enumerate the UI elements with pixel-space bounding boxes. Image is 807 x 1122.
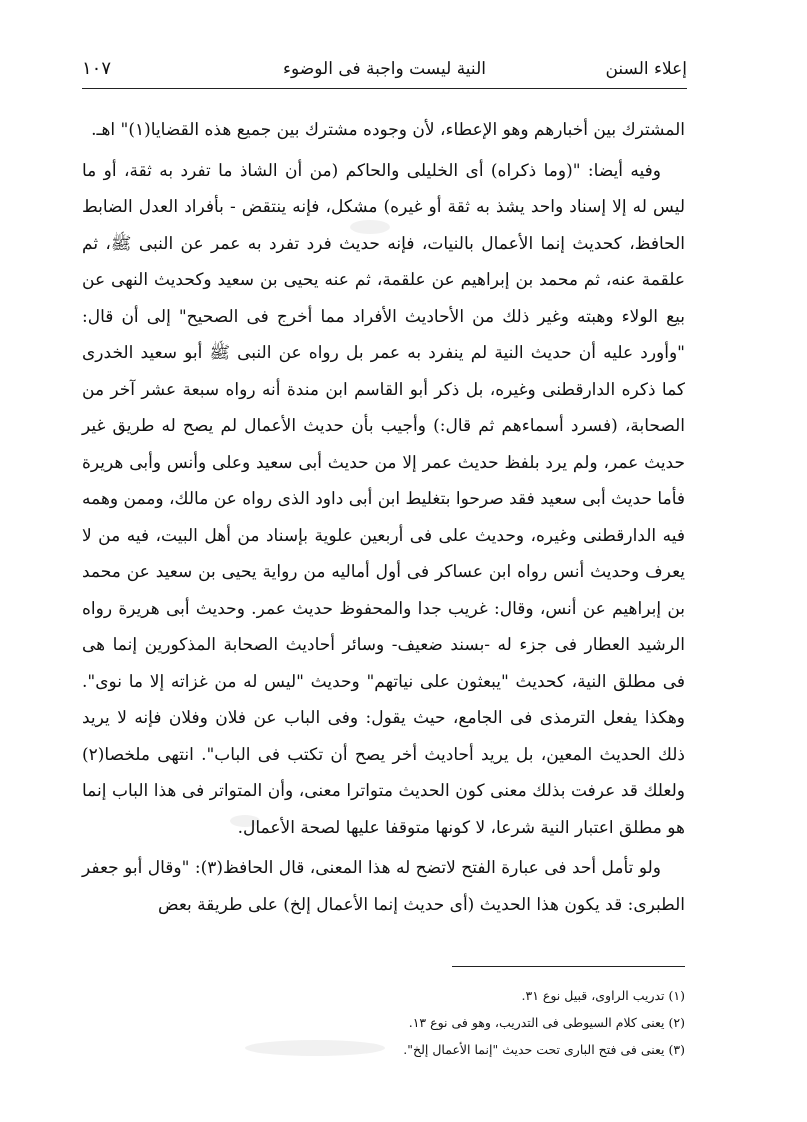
footnote: (١) تدريب الراوى، قبيل نوع ٣١. [521,988,685,1003]
footnote-divider [452,966,685,967]
header-divider [82,88,687,89]
header-chapter-title: النية ليست واجبة فى الوضوء [283,59,486,79]
paragraph: المشترك بين أخبارهم وهو الإعطاء، لأن وجوده مشترك بين جميع هذه القضايا(١)" اهـ. [91,120,685,140]
paragraph: ولو تأمل أحد فى عبارة الفتح لاتضح له هذا المعنى، قال الحافظ(٣): "وقال أبو جعفر الطبرى: قد يكون هذا الحديث (أى حديث إنما الأعمال إلخ) على طريقة بعض [82,858,685,915]
running-header [82,56,687,86]
header-book-title: إعلاء السنن [605,59,687,79]
main-text [82,112,685,923]
paragraph: وفيه أيضا: "(وما ذكراه) أى الخليلى والحاكم (من أن الشاذ ما تفرد به ثقة، أو ما ليس له إلا إسناد واحد يشذ به ثقة أو غيره) مشكل، فإنه ينتقض - بأفراد العدل الضابط الحافظ، كحديث إنما الأعمال بالنيات، فإنه حديث فرد تفرد به عمر عن النبى ﷺ، ثم علقمة عنه، ثم محمد بن إبراهيم عن علقمة، ثم عنه يحيى بن سعيد وكحديث النهى عن بيع الولاء وهبته وغير ذلك من الأحاديث الأفراد مما أخرج فى الصحيح" إلى أن قال: "وأورد عليه أن حديث النية لم ينفرد به عمر بل رواه عن النبى ﷺ أبو سعيد الخدرى كما ذكره الدارقطنى وغيره، بل ذكر أبو القاسم ابن مندة أنه رواه سبعة عشر آخر من الصحابة، (فسرد أسماءهم ثم قال:) وأجيب بأن حديث الأعمال لم يصح له طريق غير حديث عمر، ولم يرد بلفظ حديث عمر إلا من حديث أبى سعيد وعلى وأنس وأبى هريرة فأما حديث أبى سعيد فقد صرحوا بتغليط ابن أبى داود الذى رواه عن مالك، وممن وهمه فيه الدارقطنى وغيره، وحديث على فى أربعين علوية بإسناد من أهل البيت، فيه من لا يعرف وحديث أنس رواه ابن عساكر فى أول أماليه من رواية يحيى بن سعيد عن محمد بن إبراهيم عن أنس، وقال: غريب جدا والمحفوظ حديث عمر. وحديث أبى هريرة رواه الرشيد العطار فى جزء له -بسند ضعيف- وسائر أحاديث الصحابة المذكورين إنما هى فى مطلق النية، كحديث "يبعثون على نياتهم" وحديث "ليس له من غزاته إلا ما نوى". وهكذا يفعل الترمذى فى الجامع، حيث يقول: وفى الباب عن فلان وفلان فإنه لا يريد ذلك الحديث المعين، بل يريد أحاديث أخر يصح أن تكتب فى الباب". انتهى ملخصا(٢) ولعلك قد عرفت بذلك معنى كون الحديث متواترا معنى، وأن المتواتر فى هذا الباب إنما هو مطلق اعتبار النية شرعا، لا كونها متوقفا عليها لصحة الأعمال. [82,160,685,838]
footnote: (٢) يعنى كلام السيوطى فى التدريب، وهو فى نوع ١٣. [408,1015,685,1030]
header-page-number: ١٠٧ [82,58,112,79]
footnotes [82,982,685,1063]
footnote: (٣) يعنى فى فتح البارى تحت حديث "إنما الأعمال إلخ". [403,1042,685,1057]
